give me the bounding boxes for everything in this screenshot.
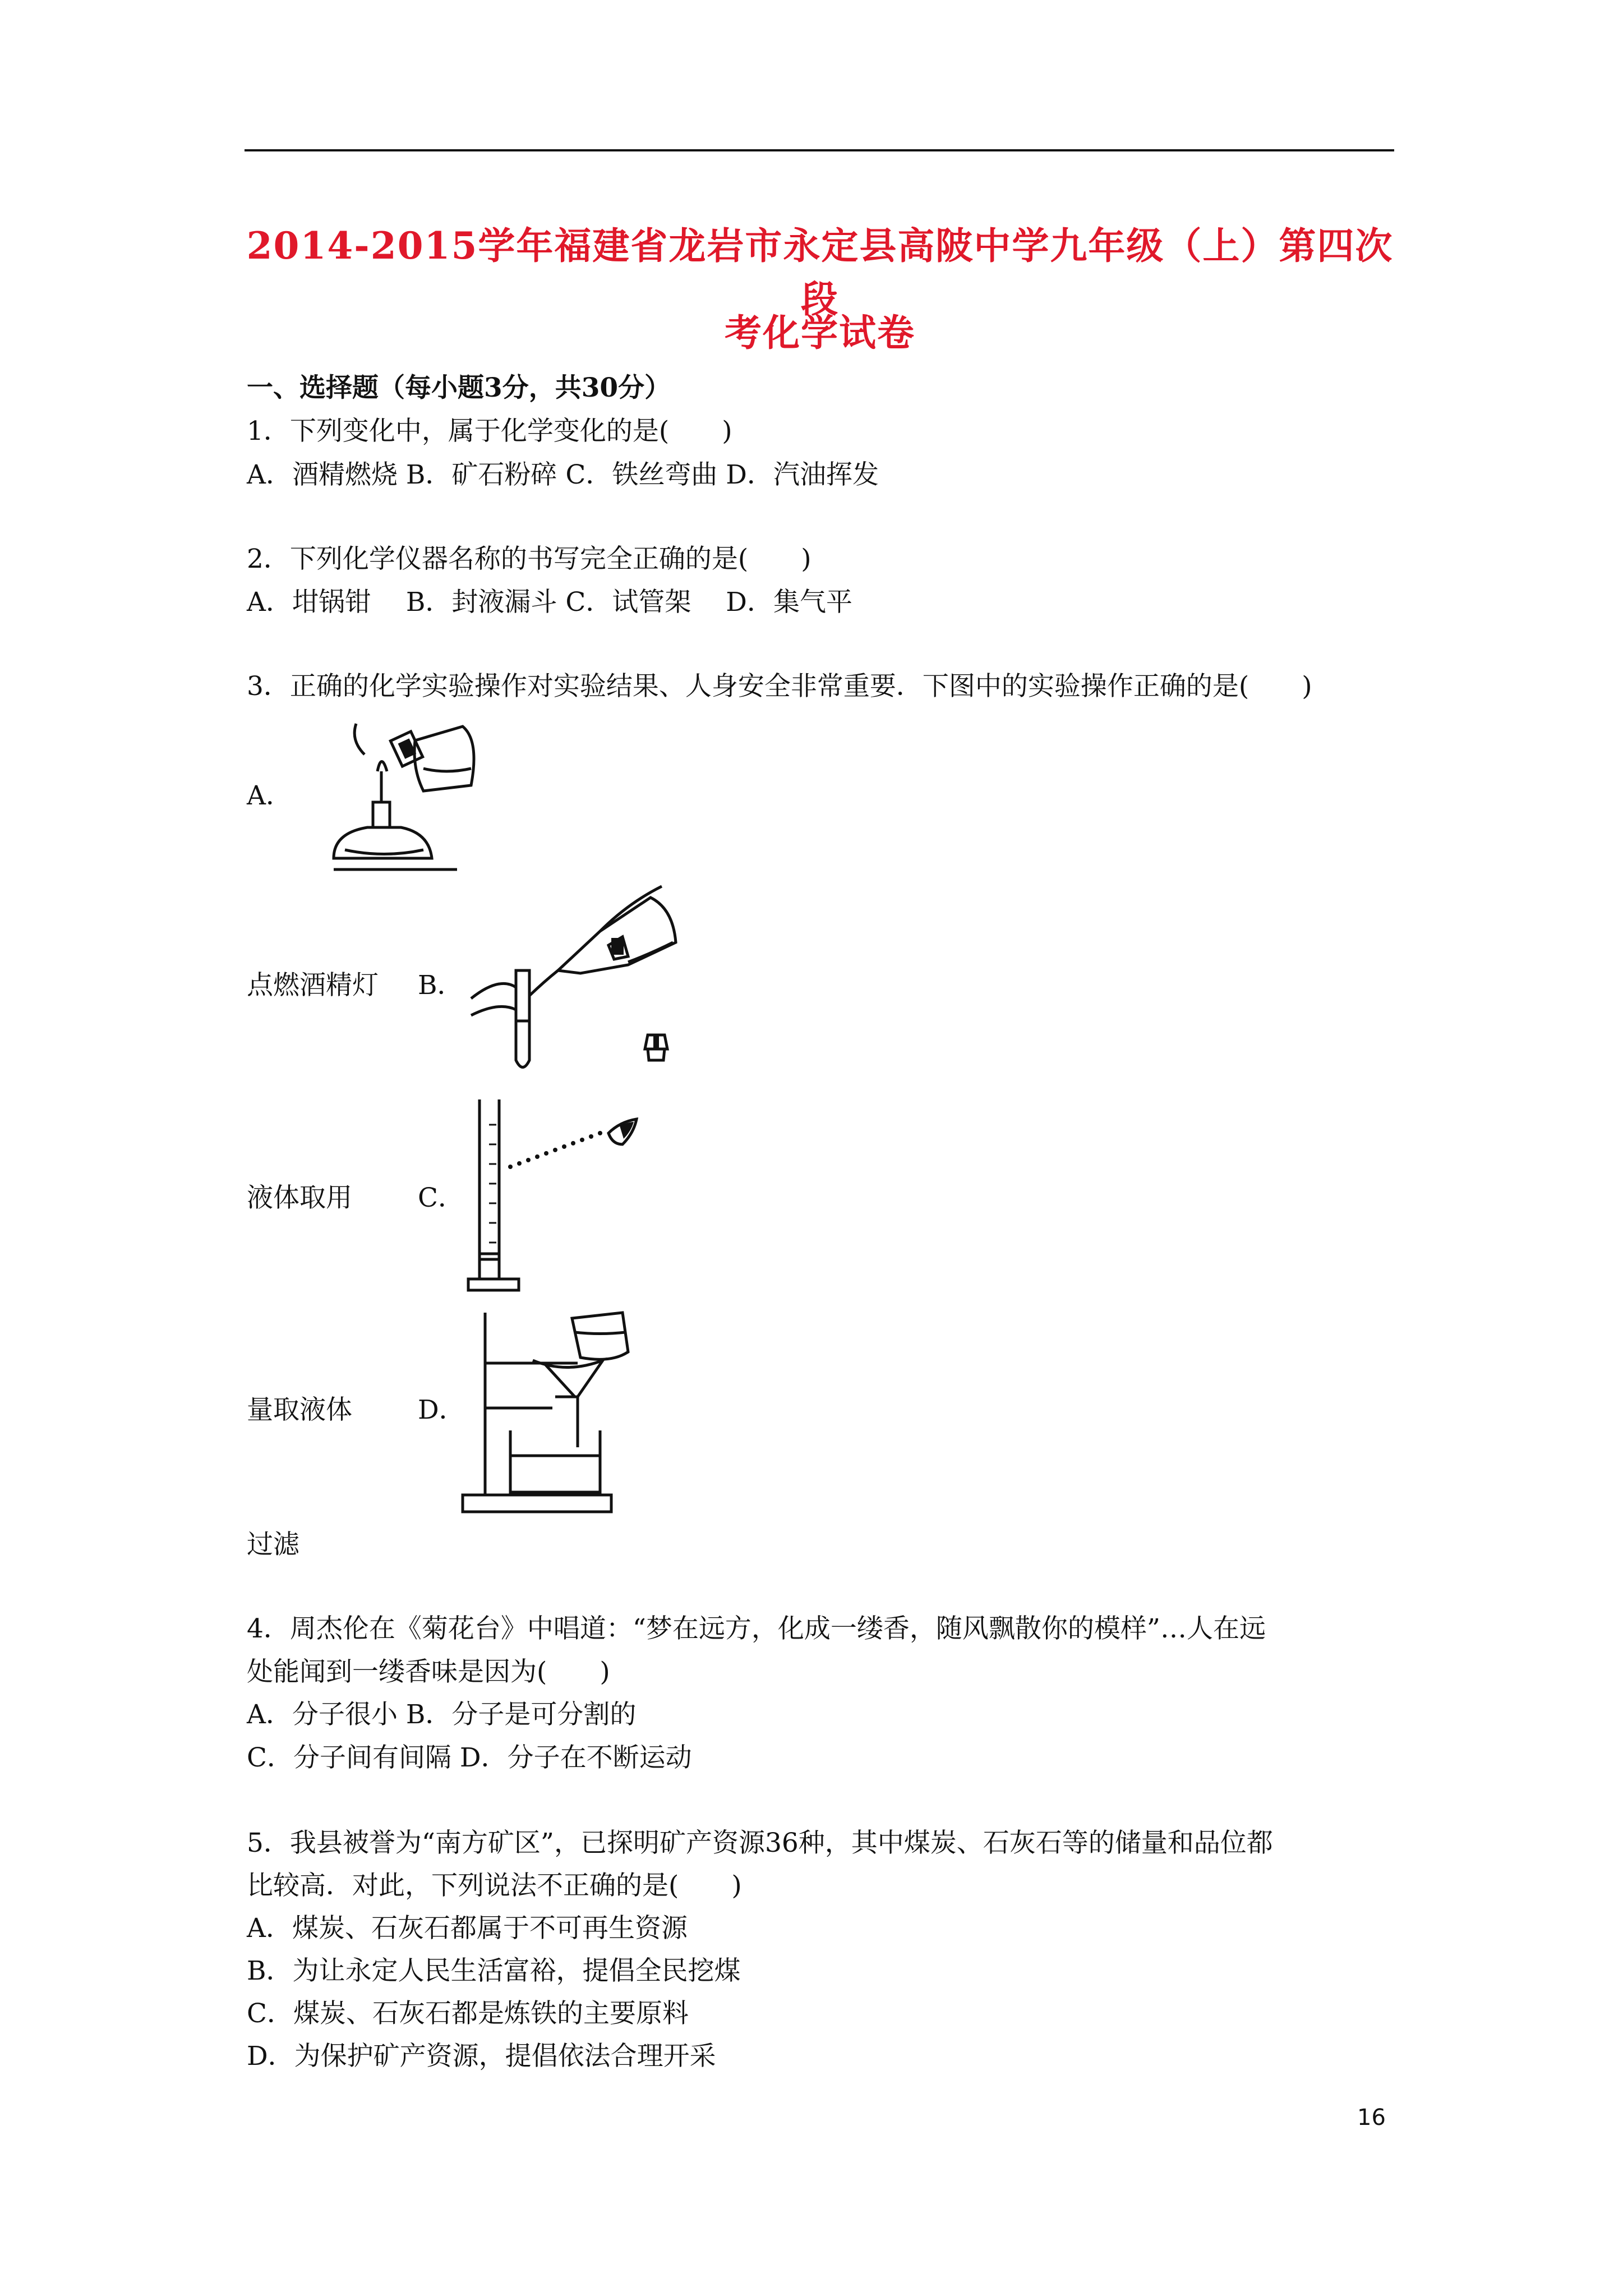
option-d-label: D． bbox=[418, 1395, 465, 1425]
question-5-option-b: B．为让永定人民生活富裕，提倡全民挖煤 bbox=[247, 1955, 741, 1986]
graduated-cylinder-reading-icon bbox=[465, 1091, 651, 1301]
page-number: 16 bbox=[1357, 2105, 1386, 2131]
filtration-setup-icon bbox=[460, 1301, 651, 1520]
option-d-caption: 过滤 bbox=[247, 1529, 299, 1560]
header-rule bbox=[245, 149, 1394, 151]
question-5-option-d: D．为保护矿产资源，提倡依法合理开采 bbox=[247, 2041, 716, 2072]
exam-title-line2: 考化学试卷 bbox=[725, 311, 915, 355]
option-b-label: B． bbox=[418, 970, 464, 1001]
question-2-stem: 2．下列化学仪器名称的书写完全正确的是( ) bbox=[247, 544, 811, 574]
question-4-options-line1: A．分子很小 B．分子是可分割的 bbox=[247, 1699, 637, 1730]
question-1-options: A．酒精燃烧 B．矿石粉碎 C．铁丝弯曲 D．汽油挥发 bbox=[247, 459, 879, 490]
question-5-option-a: A．煤炭、石灰石都属于不可再生资源 bbox=[247, 1913, 688, 1944]
option-c-label: C． bbox=[418, 1182, 464, 1213]
question-5-stem-line1: 5．我县被誉为“南方矿区”，已探明矿产资源36种，其中煤炭、石灰石等的储量和品位都 bbox=[247, 1828, 1273, 1858]
question-4-stem-line1: 4．周杰伦在《菊花台》中唱道：“梦在远方，化成一缕香，随风飘散你的模样”…人在远 bbox=[247, 1613, 1266, 1644]
question-5-stem-line2: 比较高．对此，下列说法不正确的是( ) bbox=[247, 1870, 742, 1901]
question-2-options: A．坩锅钳 B．封液漏斗 C．试管架 D．集气平 bbox=[247, 587, 852, 618]
question-1-stem: 1．下列变化中，属于化学变化的是( ) bbox=[247, 416, 732, 447]
question-3-stem: 3．正确的化学实验操作对实验结果、人身安全非常重要．下图中的实验操作正确的是( ) bbox=[247, 671, 1312, 702]
alcohol-lamp-lighting-icon bbox=[311, 718, 479, 872]
option-c-caption: 量取液体 bbox=[247, 1395, 352, 1425]
option-b-caption: 液体取用 bbox=[247, 1182, 352, 1213]
liquid-pouring-icon bbox=[460, 881, 684, 1083]
option-a-caption: 点燃酒精灯 bbox=[247, 970, 379, 1001]
question-4-stem-line2: 处能闻到一缕香味是因为( ) bbox=[247, 1657, 610, 1687]
question-4-options-line2: C．分子间有间隔 D．分子在不断运动 bbox=[247, 1742, 692, 1773]
exam-title-line1: 2014-2015学年福建省龙岩市永定县高陂中学九年级（上）第四次段 bbox=[246, 224, 1394, 321]
section-heading: 一、选择题（每小题3分，共30分） bbox=[247, 372, 671, 403]
question-5-option-c: C．煤炭、石灰石都是炼铁的主要原料 bbox=[247, 1998, 689, 2029]
option-a-label: A． bbox=[247, 780, 292, 811]
